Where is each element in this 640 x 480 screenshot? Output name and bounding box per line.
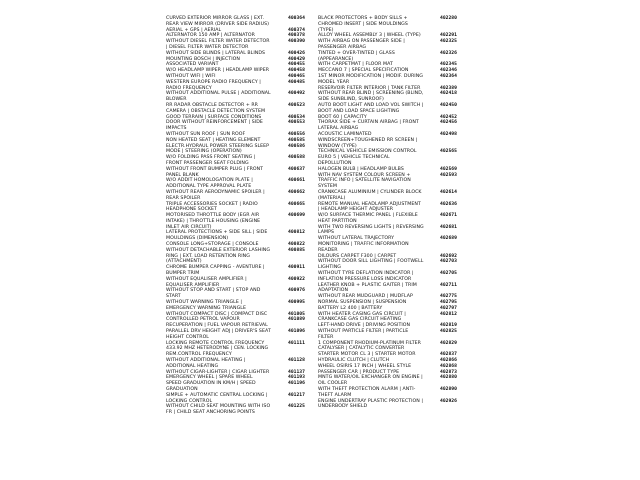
option-description: ALLOY WHEEL ASSEMBLY 3 | WHEEL (TYPE) <box>318 33 421 39</box>
option-description: PARALLEL DRV HEIGHT ADJ | DRIVER'S SEAT HEIGHT CONTROL <box>166 329 271 340</box>
option-description: AUTO BOOT LIGHT AND LOAD VOL SWITCH | BOOT AND LOAD SPACE LIGHTING <box>318 102 424 114</box>
option-description: CHROME BUMPER CAPPING - AVENTURE | BUMPER TRIM <box>166 265 265 277</box>
option-description: TECHNICAL VEHICLE EMISSION CONTROL EURO 5 | VEHICLE TECHNICAL DEPOLLUTION <box>318 149 417 166</box>
option-row <box>166 190 314 202</box>
option-row <box>166 277 314 289</box>
option-description: WESTERN EUROPE RADIO FREQUENCY | RADIO FREQUENCY <box>166 79 261 91</box>
option-code: 400458 <box>288 68 305 74</box>
option-code: 402873 <box>440 369 457 375</box>
option-row <box>318 399 466 411</box>
option-row <box>318 341 466 353</box>
option-code: 400556 <box>288 131 305 137</box>
option-row <box>318 283 466 295</box>
option-description: ENGINE UNDERTRAY PLASTIC PROTECTION | UNDERBODY SHIELD <box>318 398 423 410</box>
option-description: RR RADAR OBSTACLE DETECTOR + RR CAMERA | OBSTACLE DETECTION SYSTEM <box>166 102 266 114</box>
option-description: LEFT-HAND DRIVE | DRIVING POSITION <box>318 323 411 329</box>
option-description: WITHOUT REAR AERODYNAMIC SPOILER | REAR SPOILER <box>166 189 265 201</box>
option-code: 402926 <box>440 398 457 404</box>
option-row <box>166 202 314 214</box>
option-row <box>166 80 314 92</box>
option-code: 402681 <box>440 224 457 230</box>
option-description: WITH TWO REVERSING LIGHTS | REVERSING LAMPS <box>318 224 424 236</box>
option-code: 402703 <box>440 259 457 265</box>
option-row <box>318 213 466 225</box>
option-description: W/O HEADLAMP WIPER | HEADLAMP WIPER <box>166 68 270 74</box>
option-row <box>318 225 466 237</box>
option-code: 400585 <box>288 137 305 143</box>
option-description: WITHOUT PARTICLE FILTER | PARTICLE FILTER <box>318 329 409 340</box>
option-code: 400665 <box>288 201 305 207</box>
option-code: 402456 <box>440 120 457 126</box>
option-description: BATTERY L2 400 | BATTERY <box>318 305 383 311</box>
option-description: CRANKCASE ALUMINIUM | CYLINDER BLOCK (MATERIAL) <box>318 189 422 201</box>
option-description: BLACK PROTECTORS + BODY SILLS + CHROMED INSERT | SIDE MOULDINGS (TYPE) <box>318 16 408 33</box>
option-code: 402890 <box>440 387 457 392</box>
option-row <box>318 51 466 63</box>
option-description: MNTG WATER/OIL EXCHANGER ON ENGINE | OIL COOLER <box>318 375 423 387</box>
option-code: 400523 <box>288 102 305 108</box>
option-code: 402450 <box>440 102 457 108</box>
option-description: AERIAL + GPS | AERIAL <box>166 27 222 33</box>
left-column <box>166 16 314 416</box>
option-row <box>166 39 314 51</box>
option-description: WITHOUT DIESEL FILTER WATER DETECTOR | DIESEL FILTER WATER DETECTOR <box>166 39 270 50</box>
option-description: HALOGEN BULB | HEADLAMP BULBS <box>318 166 404 172</box>
option-code: 402345 <box>440 62 457 68</box>
option-code: 402614 <box>440 189 457 195</box>
option-code: 402280 <box>440 16 457 21</box>
option-code: 401089 <box>288 317 305 323</box>
option-code: 401217 <box>288 392 305 398</box>
option-code: 402825 <box>440 329 457 335</box>
option-row <box>318 312 466 324</box>
option-description: TRIPLE ACCESSORIES SOCKET | RADIO HEADPHONE SOCKET <box>166 201 258 213</box>
option-code: 400976 <box>288 288 305 294</box>
option-description: CONSOLE LONG+STORAGE | CONSOLE <box>166 242 259 248</box>
option-description: EMERGENCY WHEEL | SPARE WHEEL <box>166 375 253 381</box>
option-row <box>166 329 314 341</box>
option-code: 402636 <box>440 201 457 207</box>
option-row <box>318 190 466 202</box>
option-code: 400637 <box>288 166 305 172</box>
option-description: WITHOUT FRONT BUMPER PLUG | FRONT PANEL BLANK <box>166 166 264 178</box>
option-code: 402837 <box>440 352 457 358</box>
option-row <box>318 39 466 51</box>
option-row <box>166 167 314 179</box>
option-row <box>166 155 314 167</box>
option-row <box>318 74 466 86</box>
option-row <box>318 271 466 283</box>
option-code: 400390 <box>288 39 305 45</box>
option-description: 1ST MINOR MODIFICATION | MODIF. DURING MODEL YEAR <box>318 73 423 85</box>
option-description: WITHOUT WIFI | WIFI <box>166 73 216 79</box>
option-description: WITHOUT ADDITIONAL PULSE | ADDITIONAL BLOWER <box>166 91 271 103</box>
option-code: 400492 <box>288 91 305 97</box>
option-row <box>318 202 466 214</box>
option-description: WITHOUT DETACHABLE EXTERIOR LASHING RING | EXT. LOAD RETENTION RING (ATTACHMENT) <box>166 247 271 265</box>
option-description: WITHOUT EQUALISER AMPLIFIER | EQUALISER AMPLIFIER <box>166 276 247 288</box>
option-description: CURVED EXTERIOR MIRROR GLASS | EXT. REAR VIEW MIRROR (DRIVER SIDE RADIUS) <box>166 16 269 27</box>
option-description: WITH HEATER CASING GAS CIRCUIT | CRANKCASE GAS CIRCUIT HEATING <box>318 311 406 323</box>
option-code: 400465 <box>288 73 305 79</box>
option-row <box>166 381 314 393</box>
option-code: 401111 <box>288 340 305 346</box>
option-row <box>318 91 466 103</box>
option-description: WITHOUT SUN ROOF | SUN ROOF <box>166 131 246 137</box>
option-code: 402705 <box>440 271 457 277</box>
option-description: RESERVOIR FILTER INTERIOR | TANK FILTER <box>318 85 421 91</box>
option-description: NORMAL SUSPENSION | SUSPENSION <box>318 300 407 306</box>
option-code: 400662 <box>288 189 305 195</box>
right-column <box>318 16 466 410</box>
option-row <box>166 248 314 265</box>
option-description: STARTER MOTOR CL 3 | STARTER MOTOR <box>318 352 416 358</box>
option-description: ASSOCIATED VARIANT <box>166 62 219 68</box>
option-code: 401193 <box>288 375 305 381</box>
option-description: WITHOUT WARNING TRIANGLE | EMERGENCY WARNING TRIANGLE <box>166 300 246 311</box>
option-description: DOOR WITHOUT REINFORCEMENT | SIDE IMPACTS <box>166 120 263 132</box>
option-code: 400455 <box>288 62 305 68</box>
option-code: 402364 <box>440 73 457 79</box>
option-row <box>318 149 466 166</box>
option-description: WITHOUT SIDE BLINDS | LATERAL BLINDS <box>166 50 266 56</box>
option-row <box>318 132 466 149</box>
option-description: WITHOUT STOP AND START | STOP AND START <box>166 288 261 300</box>
option-row <box>318 329 466 341</box>
option-description: BOOT 60 | CAPACITY <box>318 114 367 120</box>
option-code: 402346 <box>440 68 457 74</box>
option-row <box>318 236 466 253</box>
option-description: DILOURS CARPET F300 | CARPET <box>318 253 397 259</box>
option-row <box>166 265 314 277</box>
option-description: WITHOUT TYRE DEFLATION INDICATOR | INFLATION PRESSURE LOSS INDICATOR <box>318 271 414 282</box>
option-row <box>166 288 314 300</box>
option-description: REMOTE MANUAL HEADLAMP ADJUSTMENT | HEADLAMP HEIGHT ADJUSTER <box>318 201 421 213</box>
option-description: WITHOUT COMPACT DISC | COMPACT DISC <box>166 311 268 317</box>
option-code: 402692 <box>440 253 457 259</box>
option-code: 402797 <box>440 305 457 311</box>
option-code: 402866 <box>440 358 457 364</box>
option-code: 400911 <box>288 265 305 271</box>
option-description: WITHOUT ADDITIONAL HEATING | ADDITIONAL HEATING <box>166 358 246 369</box>
option-description: MOTORISED THROTTLE BODY (EGR AIR INTAKE) | THROTTLE HOUSING (ENGINE INLET AIR CIRCUIT) <box>166 213 261 230</box>
option-code: 400553 <box>288 120 305 126</box>
option-code: 400586 <box>288 143 305 149</box>
option-code: 402689 <box>440 236 457 242</box>
option-code: 400534 <box>288 114 305 120</box>
option-row <box>166 404 314 416</box>
option-code: 402498 <box>440 131 457 137</box>
option-code: 400699 <box>288 213 305 219</box>
option-code: 401137 <box>288 369 305 375</box>
option-row <box>166 230 314 242</box>
option-description: WITH CARPETMAT | FLOOR MAT <box>318 62 393 68</box>
option-row <box>318 173 466 190</box>
option-code: 402671 <box>440 213 457 219</box>
option-description: W/O SURFACE THERMIC PANEL | FLEXIBLE HEAT PARTITION <box>318 213 418 224</box>
option-code: 402711 <box>440 282 457 288</box>
option-row <box>166 120 314 132</box>
option-description: SIMPLE + AUTOMATIC CENTRAL LOCKING | LOCKING CONTROL <box>166 392 268 404</box>
option-description: NON HEATED SEAT | HEATING ELEMENT <box>166 137 261 143</box>
option-description: GOOD TERRAIN | SURFACE CONDITIONS <box>166 114 262 120</box>
option-description: LOCKING REMOTE CONTROL FREQUENCY 433.92 MHZ HETERODYNE | CEN. LOCKING REM.CONTROL FREQUENCY <box>166 340 269 358</box>
option-code: 400364 <box>288 16 305 21</box>
option-code: 400995 <box>288 300 305 306</box>
option-code: 400378 <box>288 33 305 39</box>
option-description: HYDRAULIC CLUTCH | CLUTCH <box>318 358 390 364</box>
option-description: PASSENGER CAR | PRODUCT TYPE <box>318 369 400 375</box>
option-description: ELECTR.HYDRAUL POWER STEERING SLEEP MODE | STEERING (OPERATION) <box>166 143 270 155</box>
option-code: 400429 <box>288 56 305 62</box>
option-row <box>166 91 314 103</box>
option-row <box>166 317 314 329</box>
option-description: LEATHER KNOB + PLASTIC GAITER | TRIM ADAPTATION <box>318 282 417 294</box>
option-description: WITHOUT CIGAR-LIGHTER | CIGAR LIGHTER <box>166 369 270 375</box>
option-description: 1 COMPONENT RHODIUM-PLATINUM FILTER CATALYSER | CATALYTIC CONVERTER <box>318 340 421 352</box>
option-code: 401096 <box>288 329 305 335</box>
option-description: WITHOUT REAR BLIND | SCREENING (BLIND, SIDE SUNBLIND, SUNROOF) <box>318 91 424 103</box>
option-code: 402326 <box>440 50 457 56</box>
option-code: 402593 <box>440 172 457 178</box>
option-row <box>166 178 314 190</box>
option-code: 402868 <box>440 363 457 369</box>
option-code: 402291 <box>440 33 457 39</box>
option-code: 402775 <box>440 294 457 300</box>
option-row <box>166 341 314 358</box>
option-code: 400426 <box>288 50 305 56</box>
option-description: W/O ADDIT HOMOLOGATION PLATE | ADDITIONAL TYPE APPROVAL PLATE <box>166 178 253 190</box>
option-code: 402325 <box>440 39 457 45</box>
option-code: 400374 <box>288 27 305 33</box>
option-description: WITH THEFT PROTECTION ALARM | ANTI-THEFT ALARM <box>318 387 416 398</box>
option-code: 400485 <box>288 79 305 85</box>
option-code: 402452 <box>440 114 457 120</box>
option-code: 400588 <box>288 155 305 161</box>
option-code: 402829 <box>440 340 457 346</box>
option-description: WITHOUT DOOR SILL LIGHTING | FOOTWELL LIGHTING <box>318 259 424 271</box>
option-description: THORAX SIDE + CURTAIN AIRBAG | FRONT LATERAL AIRBAG <box>318 120 419 132</box>
option-code: 400822 <box>288 242 305 248</box>
option-code: 400661 <box>288 178 305 184</box>
option-code: 401005 <box>288 311 305 317</box>
option-row <box>166 213 314 230</box>
option-description: MOUNTING BOSCH | INJECTION <box>166 56 240 62</box>
option-code: 402389 <box>440 85 457 91</box>
option-code: 400922 <box>288 276 305 282</box>
option-description: WITH AIRBAG ON PASSENGER SIDE | PASSENGER AIRBAG <box>318 39 405 50</box>
option-description: WITHOUT REAR MUDGUARD | MUDFLAP <box>318 294 413 300</box>
option-code: 402795 <box>440 300 457 306</box>
option-description: WITHOUT CHILD SEAT MOUNTING WITH ISO FR | CHILD SEAT ANCHORING POINTS <box>166 404 271 416</box>
option-code: 402418 <box>440 91 457 97</box>
option-row <box>166 16 314 28</box>
option-description: WHEEL OSIRIS 17 INCH | WHEEL STYLE <box>318 363 412 369</box>
option-row <box>166 393 314 405</box>
option-description: ALTERNATOR 150 AMP | ALTERNATOR <box>166 33 255 39</box>
option-code: 402880 <box>440 375 457 381</box>
option-description: LATERAL PROTECTIONS + SIDE SILL | SIDE MOULDINGS (DIMENSION) <box>166 230 268 242</box>
option-description: WITHOUT LATERAL TRAJECTORY MONITORING | TRAFFIC INFORMATION READER <box>318 236 409 253</box>
option-row <box>318 375 466 387</box>
option-code: 401196 <box>288 381 305 387</box>
option-row <box>318 16 466 33</box>
option-row <box>318 259 466 271</box>
option-row <box>318 103 466 115</box>
option-code: 402565 <box>440 149 457 155</box>
option-description: SPEED GRADUATION IN KM/H | SPEED GRADUATION <box>166 381 256 392</box>
option-code: 401128 <box>288 358 305 364</box>
option-description: TINTED + OVER-TINTED | GLASS (APPEARANCE) <box>318 50 395 62</box>
option-description: MECCANO 7 | SPECIAL SPECIFICATION <box>318 68 409 74</box>
option-row <box>166 300 314 312</box>
option-description: W/O FOLDING PASS FRONT SEATING | FRONT PASSENGER SEAT FOLDING <box>166 155 256 166</box>
option-code: 400885 <box>288 247 305 253</box>
option-description: ACOUSTIC LAMINATED WINDSCREEN+TOUGHENED RR SCREEN | WINDOW (TYPE) <box>318 131 418 149</box>
option-row <box>318 120 466 132</box>
option-code: 402819 <box>440 323 457 329</box>
option-description: CONTROLLED PETROL VAPOUR RECUPERATION | FUEL VAPOUR RETRIEVAL <box>166 317 268 329</box>
option-code: 402569 <box>440 166 457 172</box>
option-row <box>166 103 314 115</box>
option-code: 401225 <box>288 404 305 410</box>
option-description: WITH NAV SYSTEM COLOUR SCREEN + TRAFFIC INFO | SATELLITE NAVIGATION SYSTEM <box>318 172 411 190</box>
option-row <box>166 144 314 156</box>
option-code: 402812 <box>440 311 457 317</box>
option-row <box>166 358 314 370</box>
option-code: 400812 <box>288 230 305 236</box>
option-row <box>318 387 466 399</box>
